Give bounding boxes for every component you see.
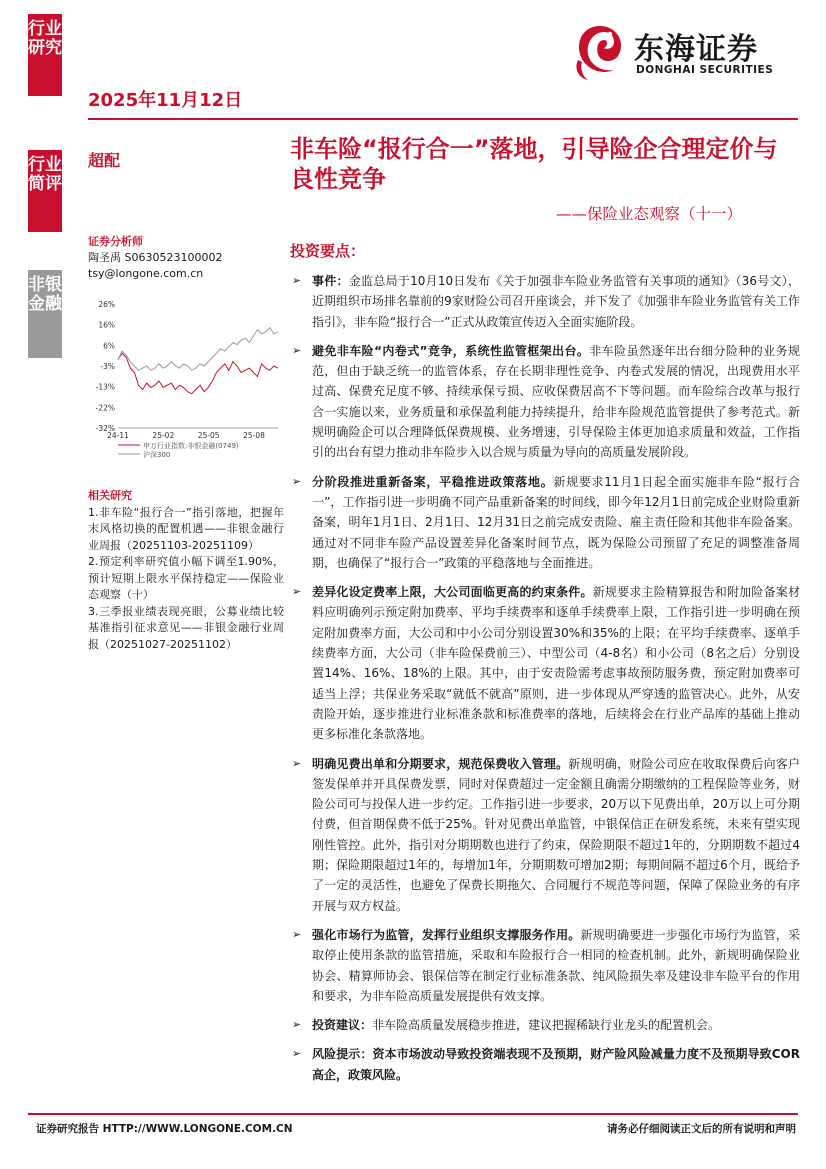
- bullet-arrow-icon: ➢: [292, 585, 302, 599]
- highlight-text: 非车险虽然逐年出台细分险种的业务规范，但由于缺乏统一的监管体系，存在长期非理性竞争、内卷式发展的情况，出现费用水平过高、保费充足度不够、持续承保亏损、应收保费居高不下等问题。而车险综合改革与报行合一实施以来，业务质量和承保盈利能力持续提升，给非车险规范监管提供了参考范式。新规明确险企可以合理降低保费规模、业务增速，引导保险主体更加追求质量和效益，工作指引的出台有望力推动非车险步入以合规与质量为导向的高质量发展阶段。: [312, 343, 800, 460]
- side-tab-industry: 非银金融: [28, 270, 62, 358]
- analyst-name: 陶圣禹 S0630523100002: [88, 251, 223, 264]
- logo-cn: 东海证券: [634, 32, 758, 67]
- related-item[interactable]: 1.非车险“报行合一”指引落地，把握年末风格切换的配置机遇——非银金融行业周报（20251103-20251109）: [88, 505, 284, 552]
- analyst-email: tsy@longone.com.cn: [88, 267, 204, 280]
- company-logo: [570, 20, 800, 84]
- x-tick-label: 24-11: [107, 431, 129, 440]
- related-item[interactable]: 3.三季报业绩表现亮眼，公募业绩比较基准指引征求意见——非银金融行业周报（20251027-20251102）: [88, 604, 284, 651]
- legend-label: 沪深300: [143, 451, 171, 459]
- highlight-lead: 投资建议：: [312, 1018, 373, 1033]
- related-item[interactable]: 2.预定利率研究值小幅下调至1.90%，预计短期上限水平保持稳定——保险业态观察（十）: [88, 555, 284, 601]
- x-tick-label: 25-05: [197, 431, 220, 440]
- highlights-heading: 投资要点：: [290, 242, 366, 260]
- footer-left: 证券研究报告 HTTP://WWW.LONGONE.COM.CN: [36, 1123, 293, 1135]
- bullet-arrow-icon: ➢: [292, 1018, 302, 1032]
- highlight-text: 新规要求11月1日起全面实施非车险“报行合一”，工作指引进一步明确不同产品重新备案的时间线，即今年12月1日前完成企业财险重新备案，明年1月1日、2月1日、12月31日之前完成安责险、雇主责任险和其他非车险备案。通过对不同非车险产品设置差异化备案时间节点，既为保险公司预留了充足的调整准备周期，也确保了“报行合一”政策的平稳落地与全面推进。: [312, 474, 800, 570]
- highlight-text: 新规明确要进一步强化市场行为监管，采取停止使用条款的监管措施，采取和车险报行合一相同的检查机制。此外，新规明确保险业协会、精算师协会、银保信等在制定行业标准条款、纯风险损失率及建设非车险平台的作用和要求，为非车险高质量发展提供有效支撑。: [312, 927, 800, 1003]
- report-title: 非车险“报行合一”落地，引导险企合理定价与良性竞争: [290, 135, 778, 193]
- performance-chart: [86, 298, 282, 468]
- footer-divider: [28, 1113, 798, 1115]
- bullet-arrow-icon: ➢: [292, 927, 302, 941]
- report-subtitle: ——保险业态观察（十一）: [556, 205, 743, 223]
- side-tab-research: 行业研究: [28, 14, 62, 96]
- header-divider: [88, 118, 798, 120]
- highlight-lead: 事件：: [312, 274, 349, 288]
- highlight-item: [290, 754, 800, 916]
- logo-en: DONGHAI SECURITIES: [636, 64, 774, 76]
- highlight-item: [290, 582, 800, 744]
- highlight-text: 新规要求主险精算报告和附加险备案材料应明确列示预定附加费率、平均手续费率和逐单手续费率上限，工作指引进一步明确在预定附加费率方面，大公司和中小公司分别设置30%和35%的上限；在平均手续费率、逐单手续费率方面，大公司（非车险保费前三）、中型公司（4-8名）和小公司（8名之后）分别设置14%、16%、18%的上限。其中，由于安责险需考虑事故预防服务费，预定附加费率可适当上浮；共保业务采取“就低不就高”原则，进一步体现从严穿透的监管决心。此外，从安责险开始，逐步推进行业标准条款和标准费率的落地，后续将会在行业产品库的基础上推动更多标准化条款落地。: [312, 585, 800, 742]
- y-tick-label: -32%: [95, 424, 115, 433]
- highlight-lead: 风险提示：: [312, 1047, 373, 1062]
- side-tab-brief: 行业简评: [28, 150, 62, 232]
- related-research: [88, 488, 284, 653]
- highlight-item: [290, 472, 800, 573]
- bullet-arrow-icon: ➢: [292, 343, 302, 357]
- y-tick-label: -13%: [95, 382, 115, 392]
- x-tick-label: 25-02: [152, 431, 175, 440]
- bullet-arrow-icon: ➢: [292, 756, 302, 770]
- highlight-lead: 避免非车险“内卷式”竞争，系统性监管框架出台。: [312, 343, 590, 358]
- bullet-arrow-icon: ➢: [292, 274, 302, 287]
- y-tick-label: -3%: [100, 362, 115, 371]
- bullet-arrow-icon: ➢: [292, 1047, 302, 1061]
- y-tick-label: 16%: [98, 320, 115, 330]
- highlight-lead: 明确见费出单和分期要求，规范保费收入管理。: [312, 756, 569, 771]
- series-line: [118, 353, 278, 394]
- highlight-item: [290, 341, 800, 463]
- report-date: 2025年11月12日: [88, 90, 243, 111]
- chart-svg: [86, 298, 282, 468]
- footer-disclaimer: 请务必仔细阅读正文后的所有说明和声明: [607, 1123, 796, 1135]
- x-tick-label: 25-08: [243, 431, 265, 440]
- y-tick-label: 6%: [103, 341, 115, 351]
- series-line: [118, 328, 278, 371]
- highlight-lead: 差异化设定费率上限，大公司面临更高的约束条件。: [312, 585, 593, 600]
- highlight-item: [290, 925, 800, 1006]
- highlight-text: 新规明确，财险公司应在收取保费后向客户签发保单并开具保费发票，同时对保费超过一定金额且确需分期缴纳的工程保险等业务，财险公司可与投保人进一步约定。工作指引进一步要求，20万以下见费出单，20万以上可分期付费，但首期保费不低于25%。针对见费出单监管，中银保信正在研发系统，未来有望实现刚性管控。此外，指引对分期期数也进行了约束，保险期限不超过1年的，分期期数不超过4期；保险期限超过1年的，每增加1年，分期期数可增加2期；每期间隔不超过6个月，既给予了一定的灵活性，也避免了保费长期拖欠、合同履行不规范等问题，保障了保险业务的有序开展与双方权益。: [312, 756, 800, 913]
- highlight-text: 金监总局于10月10日发布《关于加强非车险业务监管有关事项的通知》（36号文），近期组织市场排名靠前的9家财险公司召开座谈会，并下发了《加强非车险业务监管有关工作指引》，非车险“报行合一”正式从政策宣传迈入全面实施阶段。: [312, 274, 800, 329]
- highlight-item: [290, 1015, 800, 1035]
- analyst-block: [88, 234, 222, 282]
- investment-highlights: [290, 240, 800, 1094]
- highlight-lead: 强化市场行为监管，发挥行业组织支撑服务作用。: [312, 927, 581, 942]
- bullet-arrow-icon: ➢: [292, 474, 302, 488]
- analyst-label: 证券分析师: [88, 235, 143, 248]
- highlight-lead: 分阶段推进重新备案，平稳推进政策落地。: [312, 474, 554, 489]
- rating: 超配: [88, 151, 121, 170]
- y-tick-label: 26%: [98, 300, 115, 309]
- highlight-text: 资本市场波动导致投资端表现不及预期，财产险风险减量力度不及预期导致COR高企，政策风险。: [312, 1047, 800, 1082]
- y-tick-label: -22%: [95, 403, 115, 413]
- related-label: 相关研究: [88, 489, 132, 502]
- logo-icon: [570, 20, 630, 84]
- legend-label: 申万行业指数:非银金融(0749): [143, 442, 239, 450]
- highlight-item: [290, 271, 800, 332]
- highlight-text: 非车险高质量发展稳步推进，建议把握稀缺行业龙头的配置机会。: [372, 1018, 721, 1033]
- highlight-item: [290, 1044, 800, 1085]
